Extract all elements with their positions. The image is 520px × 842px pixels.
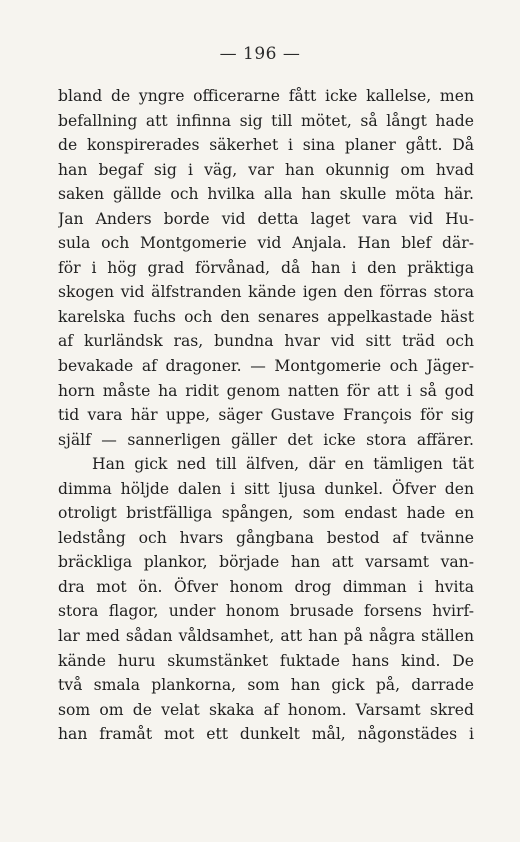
text-line: för i hög grad förvånad, då han i den präktiga [58, 258, 474, 277]
text-line: stora flagor, under honom brusade forsens hvirf- [58, 602, 474, 621]
text-line: tid vara här uppe, säger Gustave François för sig [58, 406, 474, 425]
text-line: dra mot ön. Öfver honom drog dimman i hvita [58, 577, 474, 596]
text-line: själf — sannerligen gäller det icke stora affärer. [58, 430, 474, 449]
text-line: horn måste ha ridit genom natten för att i så god [58, 381, 474, 400]
text-line: Han gick ned till älfven, där en tämligen tät [92, 455, 474, 474]
text-line: bräckliga plankor, började han att varsamt van- [58, 553, 474, 572]
text-line: bevakade af dragoner. — Montgomerie och Jäger- [58, 357, 474, 376]
text-line: skogen vid älfstranden kände igen den förras stora [58, 283, 474, 302]
text-line: han framåt mot ett dunkelt mål, någonstädes i [58, 725, 474, 744]
text-line: befallning att infinna sig till mötet, så långt hade [58, 111, 474, 130]
text-line: dimma höljde dalen i sitt ljusa dunkel. Öfver den [58, 479, 474, 498]
text-line: som om de velat skaka af honom. Varsamt skred [58, 700, 474, 719]
body-text [58, 84, 474, 747]
text-line: två smala plankorna, som han gick på, darrade [58, 676, 474, 695]
text-line: sula och Montgomerie vid Anjala. Han blef där- [58, 234, 474, 253]
text-line: otroligt bristfälliga spången, som endast hade en [58, 504, 474, 523]
text-line: de konspirerades säkerhet i sina planer gått. Då [58, 136, 474, 155]
page-number: — 196 — [219, 44, 301, 64]
text-line: saken gällde och hvilka alla han skulle möta här. [58, 185, 474, 204]
text-line: kände huru skumstänket fuktade hans kind. De [58, 651, 474, 670]
text-line: bland de yngre officerarne fått icke kallelse, men [58, 87, 474, 105]
text-line: lar med sådan våldsamhet, att han på några ställen [58, 627, 474, 646]
text-line: karelska fuchs och den senares appelkastade häst [58, 307, 474, 326]
text-line: han begaf sig i väg, var han okunnig om hvad [58, 160, 474, 179]
text-line: ledstång och hvars gångbana bestod af tvänne [58, 528, 474, 547]
text-line: af kurländsk ras, bundna hvar vid sitt träd och [58, 332, 474, 351]
text-line: Jan Anders borde vid detta laget vara vid Hu- [58, 209, 474, 228]
